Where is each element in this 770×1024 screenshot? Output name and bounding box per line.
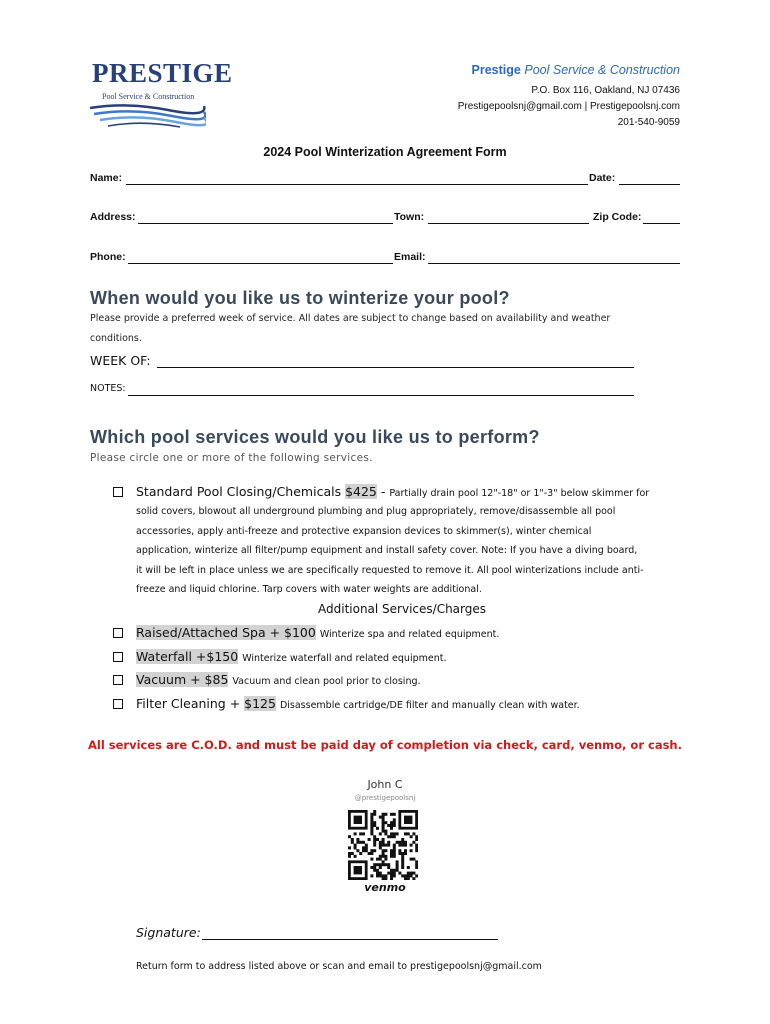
notes-label: NOTES: bbox=[90, 383, 126, 394]
vacuum-checkbox[interactable] bbox=[113, 675, 123, 685]
venmo-name: John C bbox=[367, 778, 403, 791]
detail-line: solid covers, blowout all underground plumbing and plug appropriately, remove/disassemble all pool bbox=[136, 506, 616, 517]
venmo-handle: @prestigepoolsnj bbox=[354, 794, 416, 802]
services-heading: Which pool services would you like us to perform? bbox=[90, 427, 540, 447]
wave-icon bbox=[88, 100, 206, 128]
logo-text: PRESTIGE bbox=[92, 58, 233, 88]
company-name bbox=[472, 63, 680, 77]
spa-option bbox=[136, 625, 499, 640]
signature-field[interactable] bbox=[202, 939, 498, 940]
name-field[interactable] bbox=[126, 184, 588, 185]
service-week-text: Please provide a preferred week of service. All dates are subject to change based on availability and weather bbox=[90, 313, 611, 324]
waterfall-option bbox=[136, 649, 447, 664]
notes-field[interactable] bbox=[128, 395, 634, 396]
filter-cleaning-price: $125 bbox=[244, 696, 276, 711]
week-of-field[interactable] bbox=[157, 367, 634, 368]
spa-label: Raised/Attached Spa + $100 bbox=[136, 625, 316, 640]
company-name-bold: Prestige bbox=[471, 63, 521, 77]
detail-line: application, winterize all filter/pump equipment and install safety cover. Note: If you have a diving board, bbox=[136, 545, 638, 557]
detail-line: freeze and liquid chlorine. Tarp covers with water weights are additional. bbox=[136, 584, 482, 596]
standard-closing-option bbox=[136, 484, 649, 499]
vacuum-label: Vacuum + $85 bbox=[136, 672, 229, 687]
company-address: P.O. Box 116, Oakland, NJ 07436 bbox=[531, 85, 680, 96]
service-week-text-2: conditions. bbox=[90, 333, 142, 344]
address-field[interactable] bbox=[138, 223, 393, 224]
filter-cleaning-checkbox[interactable] bbox=[113, 699, 123, 709]
email-label: Email: bbox=[394, 251, 426, 263]
zip-field[interactable] bbox=[643, 223, 680, 224]
phone-field[interactable] bbox=[128, 263, 393, 264]
footer-instructions: Return form to address listed above or scan and email to prestigepoolsnj@gmail.com bbox=[136, 961, 542, 972]
company-contact: Prestigepoolsnj@gmail.com | Prestigepoolsnj.com bbox=[457, 101, 680, 112]
cod-notice: All services are C.O.D. and must be paid day of completion via check, card, venmo, or cash. bbox=[87, 738, 682, 752]
waterfall-desc: Winterize waterfall and related equipment. bbox=[242, 653, 447, 664]
standard-closing-dash: - bbox=[376, 484, 390, 499]
town-field[interactable] bbox=[428, 223, 589, 224]
logo-subtext: Pool Service & Construction bbox=[102, 92, 195, 101]
address-label: Address: bbox=[90, 211, 136, 223]
signature-label: Signature: bbox=[136, 925, 201, 940]
vacuum-desc: Vacuum and clean pool prior to closing. bbox=[232, 676, 421, 687]
company-phone: 201-540-9059 bbox=[617, 117, 680, 128]
filter-cleaning-desc: Disassemble cartridge/DE filter and manually clean with water. bbox=[279, 700, 580, 711]
name-label: Name: bbox=[90, 172, 123, 184]
standard-closing-desc: Partially drain pool 12"-18" or 1"-3" below skimmer for bbox=[389, 488, 650, 499]
phone-label: Phone: bbox=[90, 251, 126, 263]
services-subtitle: Please circle one or more of the following services. bbox=[90, 452, 373, 464]
detail-line: it will be left in place unless we are specifically requested to remove it. All pool winterizations include anti- bbox=[136, 564, 644, 576]
date-field[interactable] bbox=[619, 184, 680, 185]
detail-line: accessories, apply anti-freeze and protective expansion devices to skimmer(s), winter chemical bbox=[136, 525, 592, 537]
town-label: Town: bbox=[394, 211, 425, 223]
waterfall-label: Waterfall +$150 bbox=[136, 649, 239, 664]
standard-closing-details bbox=[136, 502, 681, 600]
company-logo bbox=[88, 58, 233, 128]
vacuum-option bbox=[136, 672, 421, 687]
winterize-heading: When would you like us to winterize your pool? bbox=[90, 288, 510, 308]
venmo-logo: venmo bbox=[364, 881, 406, 894]
additional-services-heading: Additional Services/Charges bbox=[318, 602, 487, 616]
filter-cleaning-label: Filter Cleaning + bbox=[136, 696, 245, 711]
spa-desc: Winterize spa and related equipment. bbox=[319, 629, 500, 640]
date-label: Date: bbox=[589, 172, 616, 184]
spa-checkbox[interactable] bbox=[113, 628, 123, 638]
company-name-italic: Pool Service & Construction bbox=[524, 63, 680, 77]
filter-cleaning-option bbox=[136, 696, 580, 711]
standard-closing-checkbox[interactable] bbox=[113, 487, 123, 497]
venmo-qr-code[interactable] bbox=[348, 810, 418, 880]
week-of-label: WEEK OF: bbox=[90, 353, 151, 368]
standard-closing-label: Standard Pool Closing/Chemicals bbox=[136, 484, 346, 499]
email-field[interactable] bbox=[428, 263, 680, 264]
form-title: 2024 Pool Winterization Agreement Form bbox=[263, 145, 507, 159]
waterfall-checkbox[interactable] bbox=[113, 652, 123, 662]
standard-closing-price: $425 bbox=[345, 484, 377, 499]
zip-label: Zip Code: bbox=[593, 211, 642, 223]
